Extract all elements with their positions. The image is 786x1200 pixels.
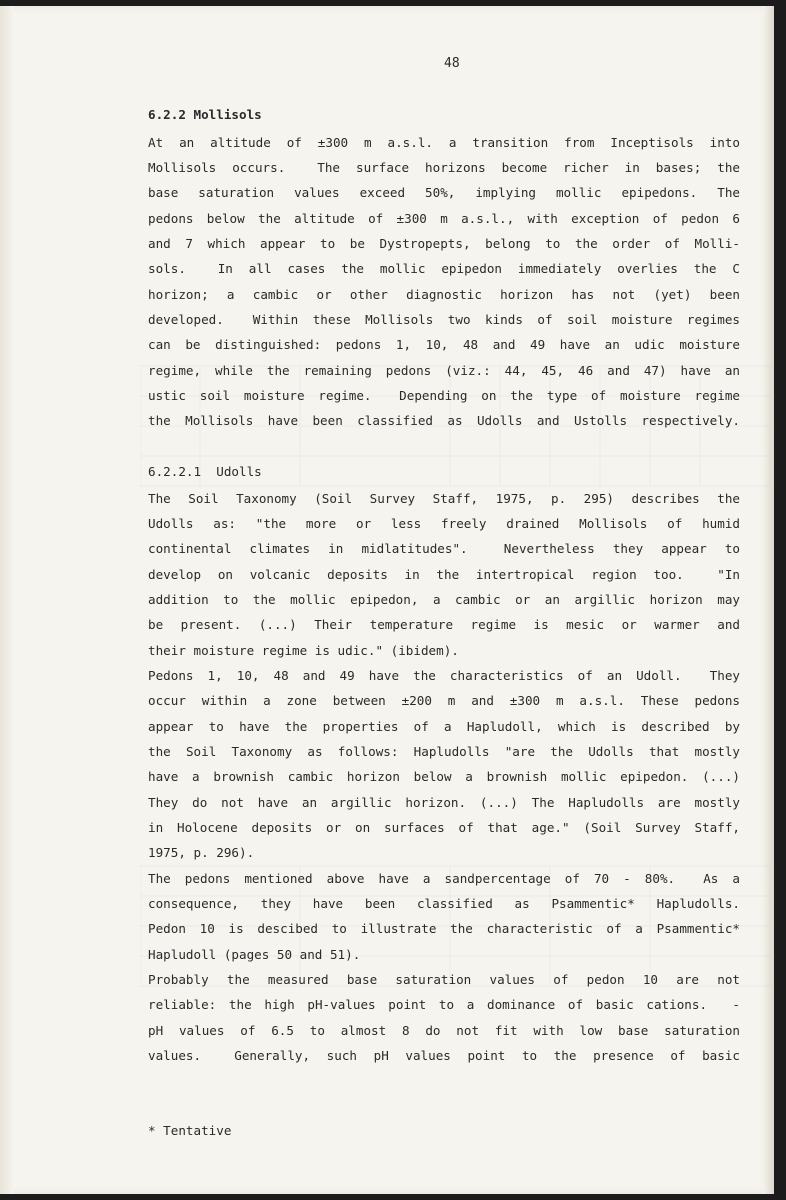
section-heading: 6.2.2 Mollisols [148,107,262,122]
footnote: * Tentative [148,1123,232,1138]
text-line: developed. Within these Mollisols two kinds of soil moisture regimes [148,312,740,327]
text-line: Pedon 10 is descibed to illustrate the characteristic of a Psammentic* [148,921,740,936]
text-line: continental climates in midlatitudes". Nevertheless they appear to [148,541,740,556]
text-line: the Mollisols have been classified as Udolls and Ustolls respectively. [148,413,740,428]
text-line: pedons below the altitude of ±300 m a.s.l., with exception of pedon 6 [148,211,740,226]
document-page [0,6,774,1194]
text-line: reliable: the high pH-values point to a dominance of basic cations. - [148,997,740,1012]
text-line: addition to the mollic epipedon, a cambic or an argillic horizon may [148,592,740,607]
text-line: can be distinguished: pedons 1, 10, 48 and 49 have an udic moisture [148,337,740,352]
text-line: develop on volcanic deposits in the intertropical region too. "In [148,567,740,582]
text-line: appear to have the properties of a Hapludoll, which is described by [148,719,740,734]
text-line: Pedons 1, 10, 48 and 49 have the characteristics of an Udoll. They [148,668,740,683]
text-line: have a brownish cambic horizon below a brownish mollic epipedon. (...) [148,769,740,784]
text-line: Hapludoll (pages 50 and 51). [148,947,361,962]
text-line: horizon; a cambic or other diagnostic horizon has not (yet) been [148,287,740,302]
text-line: Probably the measured base saturation values of pedon 10 are not [148,972,740,987]
text-line: in Holocene deposits or on surfaces of that age." (Soil Survey Staff, [148,820,740,835]
text-line: 1975, p. 296). [148,845,255,860]
text-line: Udolls as: "the more or less freely drained Mollisols of humid [148,516,740,531]
text-line: The Soil Taxonomy (Soil Survey Staff, 1975, p. 295) describes the [148,491,740,506]
subsection-heading: 6.2.2.1 Udolls [148,464,262,479]
text-line: At an altitude of ±300 m a.s.l. a transition from Inceptisols into [148,135,740,150]
text-line: Mollisols occurs. The surface horizons become richer in bases; the [148,160,740,175]
page-binding-shadow [0,6,14,1194]
page-number: 48 [444,56,460,71]
text-line: consequence, they have been classified as Psammentic* Hapludolls. [148,896,740,911]
text-line: occur within a zone between ±200 m and ±300 m a.s.l. These pedons [148,693,740,708]
text-line: pH values of 6.5 to almost 8 do not fit with low base saturation [148,1023,740,1038]
text-line: the Soil Taxonomy as follows: Hapludolls "are the Udolls that mostly [148,744,740,759]
text-line: ustic soil moisture regime. Depending on the type of moisture regime [148,388,740,403]
text-line: The pedons mentioned above have a sandpercentage of 70 - 80%. As a [148,871,740,886]
text-line: regime, while the remaining pedons (viz.: 44, 45, 46 and 47) have an [148,363,740,378]
text-line: They do not have an argillic horizon. (...) The Hapludolls are mostly [148,795,740,810]
text-line: values. Generally, such pH values point to the presence of basic [148,1048,740,1063]
text-line: their moisture regime is udic." (ibidem). [148,643,459,658]
text-line: base saturation values exceed 50%, implying mollic epipedons. The [148,185,740,200]
text-line: and 7 which appear to be Dystropepts, belong to the order of Molli- [148,236,740,251]
text-line: sols. In all cases the mollic epipedon immediately overlies the C [148,261,740,276]
text-line: be present. (...) Their temperature regime is mesic or warmer and [148,617,740,632]
